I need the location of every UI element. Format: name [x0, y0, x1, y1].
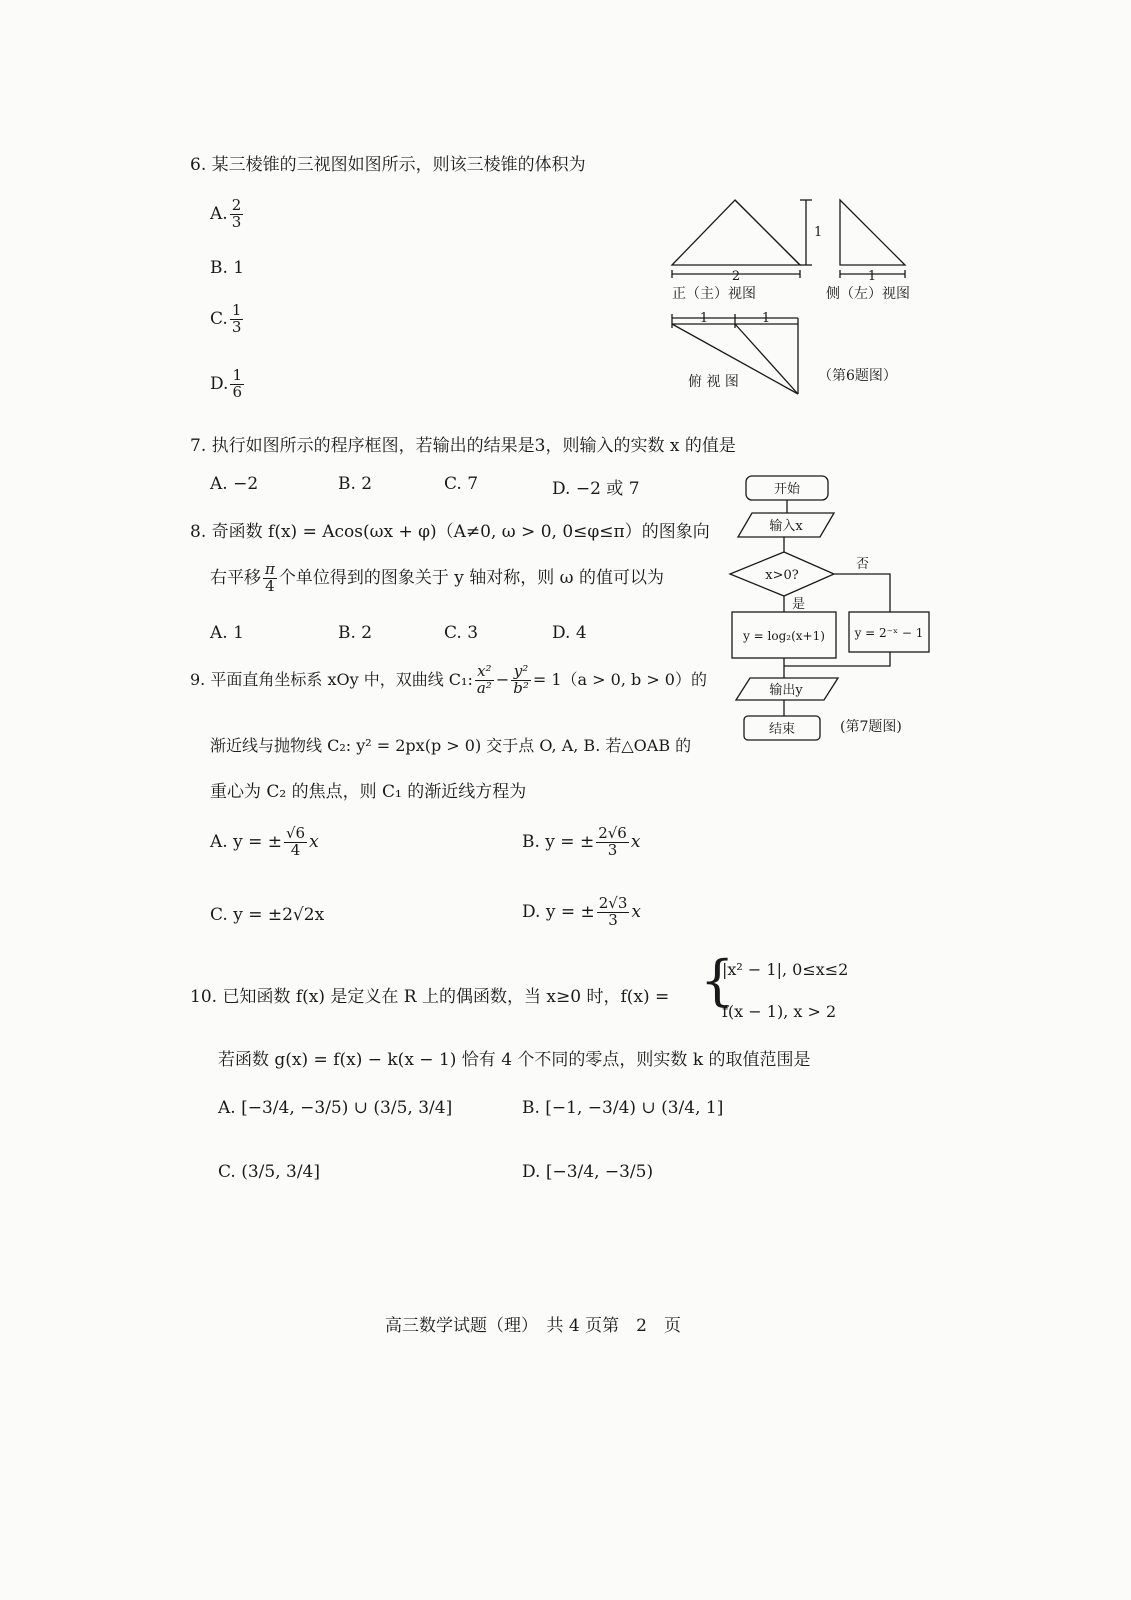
q6-option-a: A. $\frac{2}{3}$: [210, 196, 242, 231]
dim-front-height: 1: [814, 225, 823, 240]
q9-option-d: D. y = ± $\frac{2√3}{3}$ x: [522, 894, 641, 929]
q8-line1: 8. 奇函数 f(x) = Acos(ωx + φ)（A≠0, ω > 0, 0≤φ≤π）的图象向: [190, 522, 710, 542]
dim-front-width: 2: [731, 269, 741, 284]
piecewise-brace: {: [700, 949, 735, 1012]
q7-option-b: B. 2: [338, 474, 373, 494]
q9-line3: 重心为 C₂ 的焦点，则 C₁ 的渐近线方程为: [210, 782, 527, 802]
q9-option-b: B. y = ± $\frac{2√6}{3}$ x: [522, 824, 641, 859]
q7-option-a: A. −2: [210, 474, 259, 494]
q10-case1: |x² − 1|, 0≤x≤2: [722, 960, 849, 979]
q10-line2: 若函数 g(x) = f(x) − k(x − 1) 恰有 4 个不同的零点，则实数 k 的取值范围是: [218, 1050, 811, 1070]
front-view-label: 正（主）视图: [672, 286, 756, 302]
page-footer: 高三数学试题（理） 共 4 页第 2 页: [385, 1316, 681, 1336]
q6-figure-caption: （第6题图）: [818, 368, 897, 384]
dim-side-width: 1: [867, 269, 877, 284]
three-view-figure: [660, 190, 940, 400]
flow-output-text: 输出y: [769, 683, 803, 698]
q6-option-b: B. 1: [210, 258, 245, 278]
q7-option-c: C. 7: [444, 474, 479, 494]
q10-option-c: C. (3/5, 3/4]: [218, 1162, 320, 1182]
q7-figure-caption: (第7题图): [840, 719, 902, 735]
q8-option-d: D. 4: [552, 623, 587, 643]
flow-no-label: 否: [856, 557, 870, 572]
dim-top-right: 1: [761, 311, 771, 326]
q8-option-c: C. 3: [444, 623, 479, 643]
flowchart-figure: [722, 468, 942, 748]
top-view-label: 俯 视 图: [688, 374, 739, 390]
q10-line1: 10. 已知函数 f(x) 是定义在 R 上的偶函数，当 x≥0 时，f(x) =: [190, 987, 670, 1007]
q6-option-c: C. $\frac{1}{3}$: [210, 301, 242, 336]
q9-option-c: C. y = ±2√2x: [210, 905, 325, 925]
q9-line2: 渐近线与抛物线 C₂: y² = 2px(p > 0) 交于点 O, A, B. 若△OAB 的: [210, 736, 692, 755]
q10-option-b: B. [−1, −3/4) ∪ (3/4, 1]: [522, 1098, 724, 1118]
q6-stem: 6. 某三棱锥的三视图如图所示，则该三棱锥的体积为: [190, 155, 586, 175]
q10-case2: f(x − 1), x > 2: [722, 1002, 837, 1021]
q8-line2: 右平移 $\frac{\pi}{4}$ 个单位得到的图象关于 y 轴对称，则 ω 的值可以为: [210, 560, 664, 595]
q10-option-a: A. [−3/4, −3/5) ∪ (3/5, 3/4]: [218, 1098, 453, 1118]
q9-line1: 9. 平面直角坐标系 xOy 中，双曲线 C₁: $\frac{\text{x²}}{\text{a²}}$ − $\frac{\text{y²}}{\text{b²}}$ = 1（a > 0, b > 0）的: [190, 662, 707, 697]
flow-yes-label: 是: [792, 597, 806, 612]
q8-option-b: B. 2: [338, 623, 373, 643]
q8-option-a: A. 1: [210, 623, 244, 643]
flow-yes-branch-text: y = log₂(x+1): [743, 629, 825, 643]
flow-end-text: 结束: [768, 722, 796, 737]
flow-no-branch-text: y = 2⁻ˣ − 1: [854, 626, 924, 640]
q10-option-d: D. [−3/4, −3/5): [522, 1162, 654, 1182]
side-view: [840, 200, 905, 278]
dim-top-left: 1: [699, 311, 709, 326]
q9-option-a: A. y = ± $\frac{√6}{4}$ x: [210, 824, 319, 859]
q7-stem: 7. 执行如图所示的程序框图，若输出的结果是3，则输入的实数 x 的值是: [190, 436, 736, 456]
q7-option-d: D. −2 或 7: [552, 479, 640, 499]
flow-input-text: 输入x: [769, 519, 803, 534]
flow-start-text: 开始: [773, 482, 801, 497]
front-view: [672, 200, 812, 278]
q6-option-d: D. $\frac{1}{6}$: [210, 366, 242, 401]
side-view-label: 侧（左）视图: [826, 286, 910, 302]
flow-condition-text: x>0?: [765, 568, 799, 583]
